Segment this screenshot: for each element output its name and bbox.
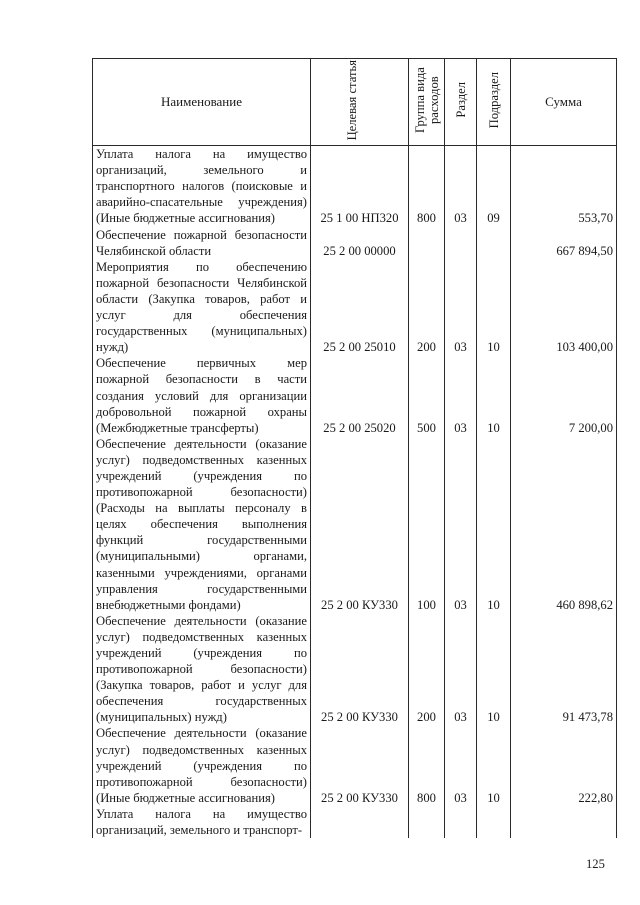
row-subsection: 10 xyxy=(477,355,511,435)
row-name: Обеспечение деятельности (оказание услуг) подведомственных казенных учреждений (учреждения по противопожарной безопасности) (Закупка товаров, работ и услуг для обеспечения государственных (муниципальных) нужд) xyxy=(93,613,311,726)
row-section: 03 xyxy=(445,259,477,356)
budget-table xyxy=(92,58,617,838)
page-number: 125 xyxy=(586,857,605,871)
row-sum: 667 894,50 xyxy=(511,227,617,259)
row-target: 25 2 00 КУ330 xyxy=(311,725,409,805)
row-name: Уплата налога на имущество организаций, земельного и транспорт- xyxy=(93,806,311,838)
table-row xyxy=(93,613,617,726)
header-subsection: Подраздел xyxy=(477,59,511,146)
header-row xyxy=(93,59,617,146)
row-target: 25 1 00 НП320 xyxy=(311,146,409,227)
table-row xyxy=(93,355,617,435)
row-sum: 7 200,00 xyxy=(511,355,617,435)
table-row xyxy=(93,436,617,613)
row-name: Обеспечение первичных мер пожарной безопасности в части создания условий для организации добровольной пожарной охраны (Межбюджетные трансферты) xyxy=(93,355,311,435)
row-group: 800 xyxy=(409,725,445,805)
row-subsection xyxy=(477,806,511,838)
row-sum: 222,80 xyxy=(511,725,617,805)
row-subsection: 09 xyxy=(477,146,511,227)
row-group: 500 xyxy=(409,355,445,435)
row-sum: 460 898,62 xyxy=(511,436,617,613)
row-sum: 103 400,00 xyxy=(511,259,617,356)
row-group: 200 xyxy=(409,259,445,356)
row-name: Обеспечение деятельности (оказание услуг) подведомственных казенных учреждений (учреждения по противопожарной безопасности) (Расходы на выплаты персоналу в целях обеспечения выполнения функций государственными (муниципальными) органами, казенными учреждениями, органами управления государственными внебюджетными фондами) xyxy=(93,436,311,613)
header-sum: Сумма xyxy=(511,59,617,146)
row-target: 25 2 00 00000 xyxy=(311,227,409,259)
table-row xyxy=(93,227,617,259)
table-row xyxy=(93,146,617,227)
row-sum: 91 473,78 xyxy=(511,613,617,726)
row-subsection: 10 xyxy=(477,725,511,805)
row-group: 800 xyxy=(409,146,445,227)
row-section xyxy=(445,227,477,259)
header-name: Наименование xyxy=(93,59,311,146)
table-row xyxy=(93,725,617,805)
header-group: Группа вида расходов xyxy=(409,59,445,146)
row-group xyxy=(409,806,445,838)
row-target xyxy=(311,806,409,838)
row-group xyxy=(409,227,445,259)
row-section: 03 xyxy=(445,725,477,805)
row-section: 03 xyxy=(445,436,477,613)
row-section xyxy=(445,806,477,838)
row-section: 03 xyxy=(445,146,477,227)
row-subsection xyxy=(477,227,511,259)
row-sum: 553,70 xyxy=(511,146,617,227)
row-target: 25 2 00 25020 xyxy=(311,355,409,435)
row-name: Мероприятия по обеспечению пожарной безопасности Челябинской области (Закупка товаров, работ и услуг для обеспечения государственных (муниципальных) нужд) xyxy=(93,259,311,356)
row-section: 03 xyxy=(445,613,477,726)
row-section: 03 xyxy=(445,355,477,435)
row-target: 25 2 00 КУ330 xyxy=(311,436,409,613)
row-name: Уплата налога на имущество организаций, земельного и транспортного налогов (поисковые и аварийно-спасательные учреждения) (Иные бюджетные ассигнования) xyxy=(93,146,311,227)
header-section: Раздел xyxy=(445,59,477,146)
row-subsection: 10 xyxy=(477,613,511,726)
row-target: 25 2 00 КУ330 xyxy=(311,613,409,726)
table-row xyxy=(93,259,617,356)
row-group: 200 xyxy=(409,613,445,726)
row-subsection: 10 xyxy=(477,436,511,613)
row-subsection: 10 xyxy=(477,259,511,356)
header-target: Целевая статья xyxy=(311,59,409,146)
table-row xyxy=(93,806,617,838)
row-target: 25 2 00 25010 xyxy=(311,259,409,356)
row-sum xyxy=(511,806,617,838)
row-group: 100 xyxy=(409,436,445,613)
row-name: Обеспечение деятельности (оказание услуг) подведомственных казенных учреждений (учреждения по противопожарной безопасности) (Иные бюджетные ассигнования) xyxy=(93,725,311,805)
row-name: Обеспечение пожарной безопасности Челябинской области xyxy=(93,227,311,259)
